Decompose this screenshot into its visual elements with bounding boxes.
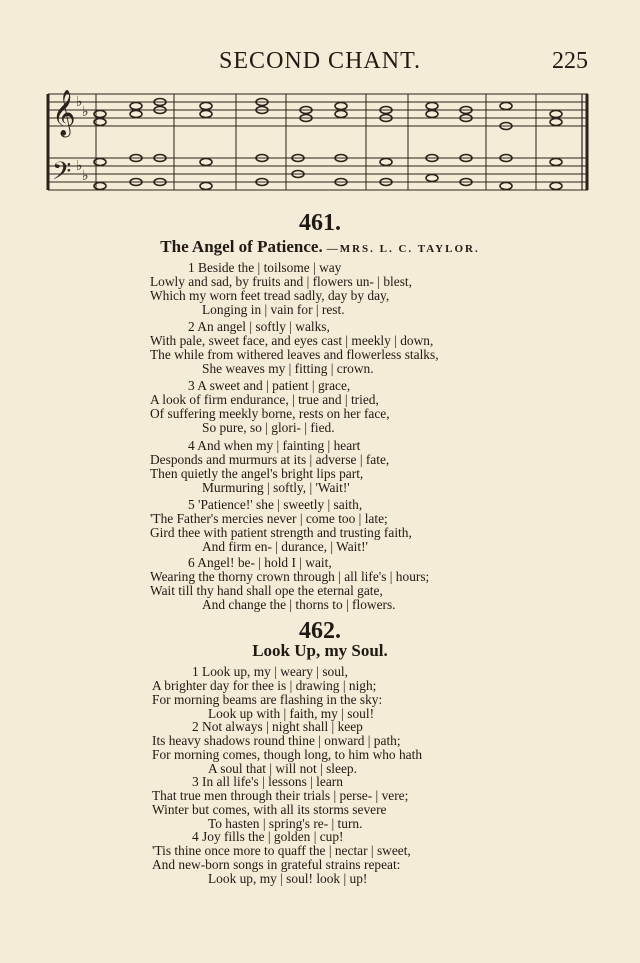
verse-line: For morning beams are flashing in the sky: bbox=[152, 692, 383, 707]
verse-line: Then quietly the angel's bright lips part, bbox=[150, 466, 364, 481]
running-head bbox=[40, 48, 600, 76]
verse-line: Of suffering meekly borne, rests on her face, bbox=[150, 406, 390, 421]
hymn-author: —MRS. L. C. TAYLOR. bbox=[326, 243, 480, 255]
page-number: 225 bbox=[552, 48, 588, 74]
hymn-title bbox=[0, 237, 640, 257]
hymn-number: 461. bbox=[299, 210, 341, 236]
verse-line: She weaves my | fitting | crown. bbox=[202, 361, 374, 376]
verse-line: Longing in | vain for | rest. bbox=[202, 302, 345, 317]
verse-line: 'Tis thine once more to quaff the | nectar | sweet, bbox=[152, 843, 411, 858]
verse-line: 1 Look up, my | weary | soul, bbox=[192, 664, 348, 679]
hymn-number: 462. bbox=[299, 618, 341, 644]
verse-line: 4 Joy fills the | golden | cup! bbox=[192, 829, 344, 844]
bass-clef-icon: 𝄢 bbox=[52, 157, 72, 192]
verse-line: 2 An angel | softly | walks, bbox=[188, 319, 330, 334]
verse-line: Lowly and sad, by fruits and | flowers un- | blest, bbox=[150, 274, 412, 289]
treble-clef-icon: 𝄞 bbox=[52, 90, 76, 136]
hymn-title-text: Look Up, my Soul. bbox=[252, 641, 388, 660]
verse-line: 'The Father's mercies never | come too | late; bbox=[150, 511, 388, 526]
running-title: SECOND CHANT. bbox=[219, 48, 421, 74]
hymn-title bbox=[0, 641, 640, 661]
brace-and-barlines bbox=[48, 94, 587, 190]
verse-line: 6 Angel! be- | hold I | wait, bbox=[188, 555, 332, 570]
bass-staff bbox=[48, 158, 588, 190]
verse-line: And firm en- | durance, | Wait!' bbox=[202, 539, 368, 554]
verse-line: Wait till thy hand shall ope the eternal gate, bbox=[150, 583, 383, 598]
verse-line: To hasten | spring's re- | turn. bbox=[208, 816, 363, 831]
verse-line: Look up, my | soul! look | up! bbox=[208, 871, 368, 886]
verse-line: With pale, sweet face, and eyes cast | meekly | down, bbox=[150, 333, 434, 348]
flat-icon: ♭ bbox=[76, 94, 83, 110]
verse-line: Gird thee with patient strength and trusting faith, bbox=[150, 525, 412, 540]
verse-line: That true men through their trials | perse- | vere; bbox=[152, 788, 409, 803]
music-score bbox=[36, 86, 596, 206]
verse-line: Its heavy shadows round thine | onward | path; bbox=[152, 733, 401, 748]
verse-line: Desponds and murmurs at its | adverse | fate, bbox=[150, 452, 390, 467]
verse-line: So pure, so | glori- | fied. bbox=[202, 420, 335, 435]
verse-line: 3 In all life's | lessons | learn bbox=[192, 774, 343, 789]
verse-line: A look of firm endurance, | true and | tried, bbox=[150, 392, 379, 407]
treble-notes bbox=[94, 99, 562, 130]
flat-icon: ♭ bbox=[82, 104, 89, 120]
verse-line: And new-born songs in grateful strains repeat: bbox=[152, 857, 401, 872]
bass-notes bbox=[94, 155, 562, 190]
verse-line: 5 'Patience!' she | sweetly | saith, bbox=[188, 497, 363, 512]
verse-line: A brighter day for thee is | drawing | nigh; bbox=[152, 678, 377, 693]
verse-line: And change the | thorns to | flowers. bbox=[202, 597, 396, 612]
verse-line: A soul that | will not | sleep. bbox=[208, 761, 357, 776]
verse-line: Winter but comes, with all its storms severe bbox=[152, 802, 387, 817]
verse-line: 4 And when my | fainting | heart bbox=[188, 438, 361, 453]
verse-line: 2 Not always | night shall | keep bbox=[192, 719, 363, 734]
verse-line: Murmuring | softly, | 'Wait!' bbox=[202, 480, 350, 495]
verse-line: Look up with | faith, my | soul! bbox=[208, 706, 375, 721]
verse-line: Which my worn feet tread sadly, day by day, bbox=[150, 288, 390, 303]
verse-line: For morning comes, though long, to him who hath bbox=[152, 747, 423, 762]
verse-line: 1 Beside the | toilsome | way bbox=[188, 260, 342, 275]
verse-line: Wearing the thorny crown through | all life's | hours; bbox=[150, 569, 430, 584]
flat-icon: ♭ bbox=[82, 168, 89, 184]
verse-line: The while from withered leaves and flowerless stalks, bbox=[150, 347, 439, 362]
hymn-title-text: The Angel of Patience. bbox=[160, 237, 323, 256]
flat-icon: ♭ bbox=[76, 158, 83, 174]
verse-line: 3 A sweet and | patient | grace, bbox=[188, 378, 351, 393]
